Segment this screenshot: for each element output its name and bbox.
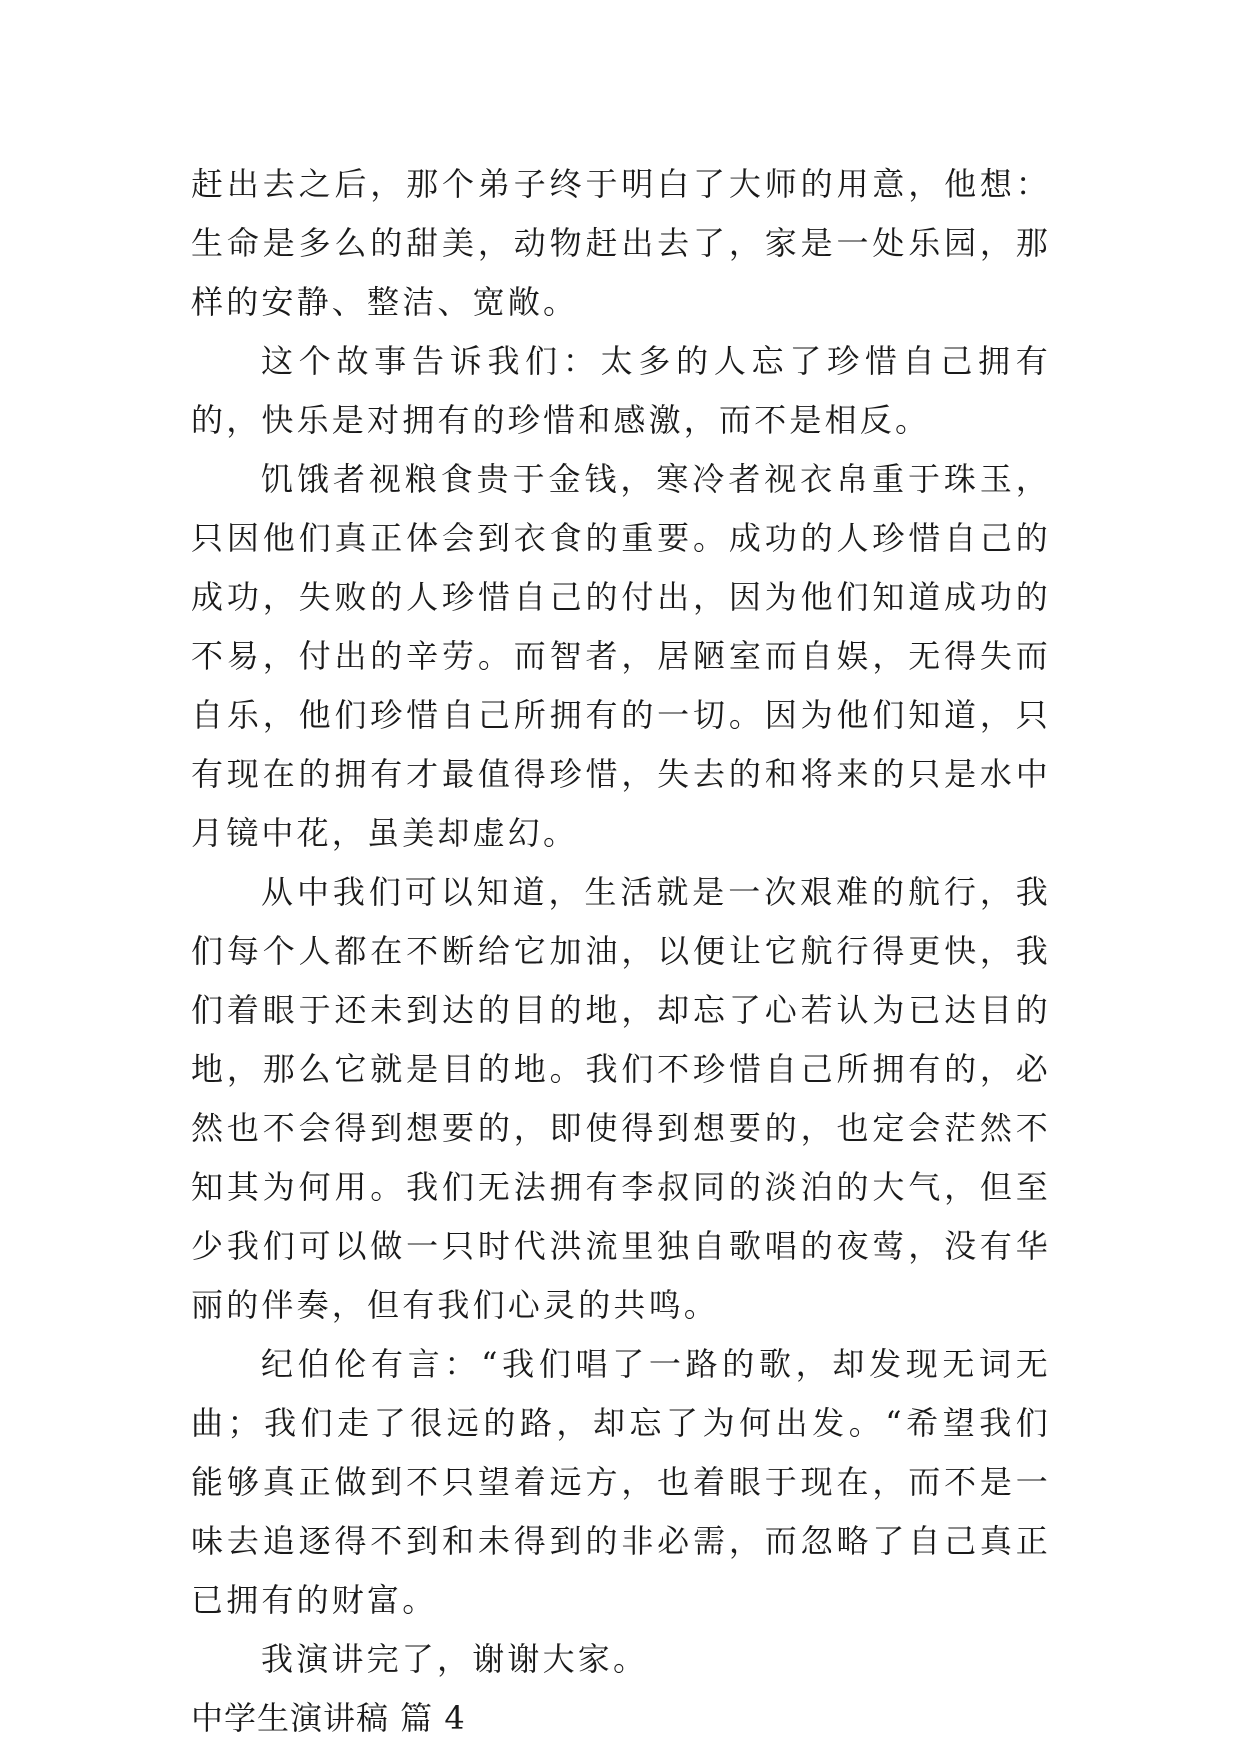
paragraph-continued: 赶出去之后，那个弟子终于明白了大师的用意，他想：生命是多么的甜美，动物赶出去了，家是一处乐园，那样的安静、整洁、宽敞。 [191,165,1051,321]
paragraph-closing: 我演讲完了，谢谢大家。 [261,1640,649,1678]
section-heading: 中学生演讲稿 篇 4 [191,1699,466,1737]
paragraph-hunger-cold: 饥饿者视粮食贵于金钱，寒冷者视衣帛重于珠玉，只因他们真正体会到衣食的重要。成功的人珍惜自己的成功，失败的人珍惜自己的付出，因为他们知道成功的不易，付出的辛劳。而智者，居陋室而自娱，无得失而自乐，他们珍惜自己所拥有的一切。因为他们知道，只有现在的拥有才最值得珍惜，失去的和将来的只是水中月镜中花，虽美却虚幻。 [191,460,1051,852]
paragraph-voyage: 从中我们可以知道，生活就是一次艰难的航行，我们每个人都在不断给它加油，以便让它航行得更快，我们着眼于还未到达的目的地，却忘了心若认为已达目的地，那么它就是目的地。我们不珍惜自己所拥有的，必然也不会得到想要的，即使得到想要的，也定会茫然不知其为何用。我们无法拥有李叔同的淡泊的大气，但至少我们可以做一只时代洪流里独自歌唱的夜莺，没有华丽的伴奏，但有我们心灵的共鸣。 [191,873,1051,1324]
document-body [191,155,1051,1748]
paragraph-gibran-quote: 纪伯伦有言：“我们唱了一路的歌，却发现无词无曲；我们走了很远的路，却忘了为何出发。“希望我们能够真正做到不只望着远方，也着眼于现在，而不是一味去追逐得不到和未得到的非必需，而忽略了自己真正已拥有的财富。 [191,1345,1051,1619]
paragraph-lesson: 这个故事告诉我们：太多的人忘了珍惜自己拥有的，快乐是对拥有的珍惜和感激，而不是相反。 [191,342,1051,439]
